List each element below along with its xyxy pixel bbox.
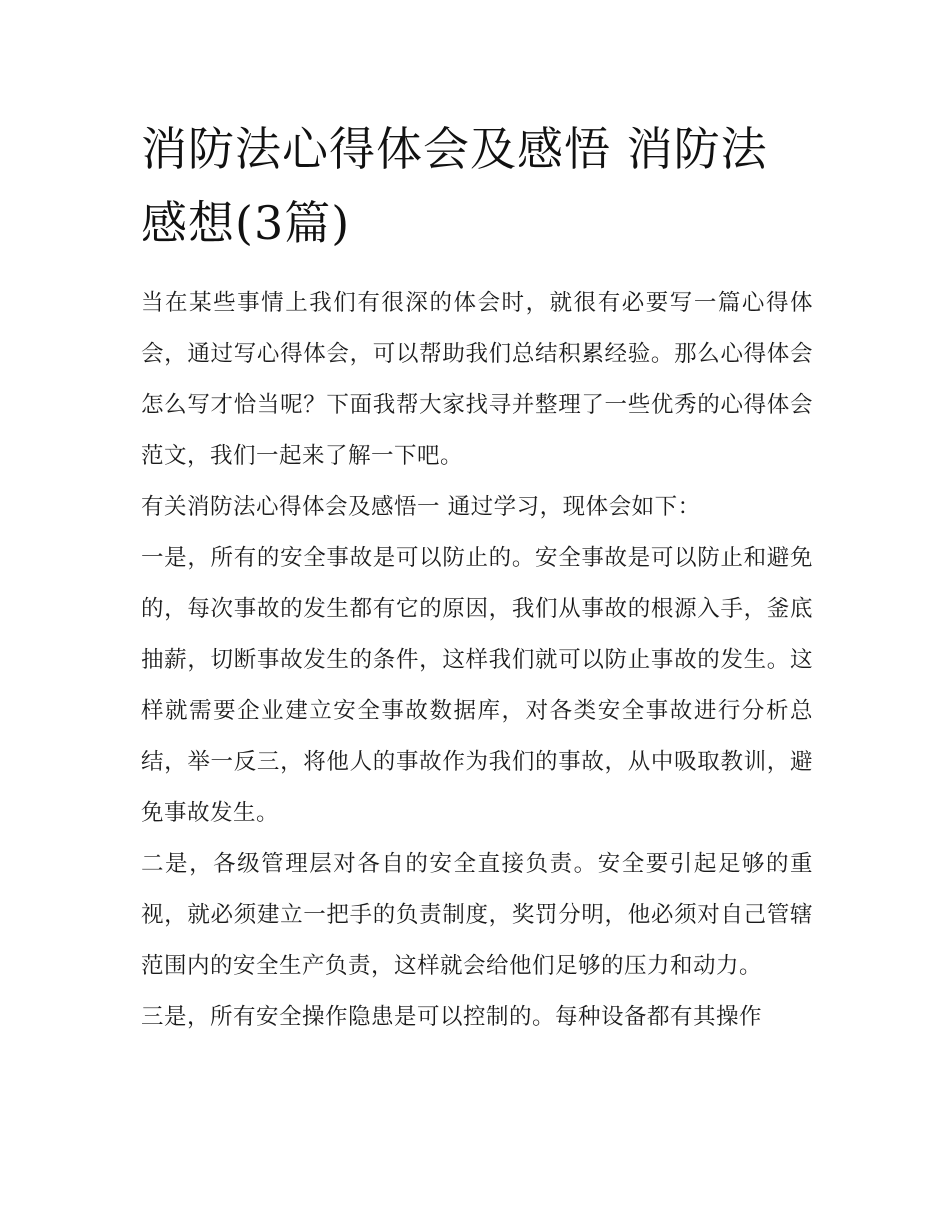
document-title: 消防法心得体会及感悟 消防法感想(3篇)	[141, 122, 768, 250]
document-page	[141, 112, 813, 1043]
point-one-paragraph: 一是，所有的安全事故是可以防止的。安全事故是可以防止和避免的，每次事故的发生都有它的原因，我们从事故的根源入手，釜底抽薪，切断事故发生的条件，这样我们就可以防止事故的发生。这样就需要企业建立安全事故数据库，对各类安全事故进行分析总结，举一反三，将他人的事故作为我们的事故，从中吸取教训，避免事故发生。	[141, 545, 813, 826]
section-heading-paragraph: 有关消防法心得体会及感悟一 通过学习，现体会如下：	[141, 494, 701, 520]
document-body	[141, 278, 813, 1043]
point-three-paragraph: 三是，所有安全操作隐患是可以控制的。每种设备都有其操作	[141, 1004, 763, 1030]
point-two-paragraph: 二是，各级管理层对各自的安全直接负责。安全要引起足够的重视，就必须建立一把手的负责制度，奖罚分明，他必须对自己管辖范围内的安全生产负责，这样就会给他们足够的压力和动力。	[141, 851, 813, 979]
intro-paragraph: 当在某些事情上我们有很深的体会时，就很有必要写一篇心得体会，通过写心得体会，可以帮助我们总结积累经验。那么心得体会怎么写才恰当呢？下面我帮大家找寻并整理了一些优秀的心得体会范文，我们一起来了解一下吧。	[141, 290, 813, 469]
